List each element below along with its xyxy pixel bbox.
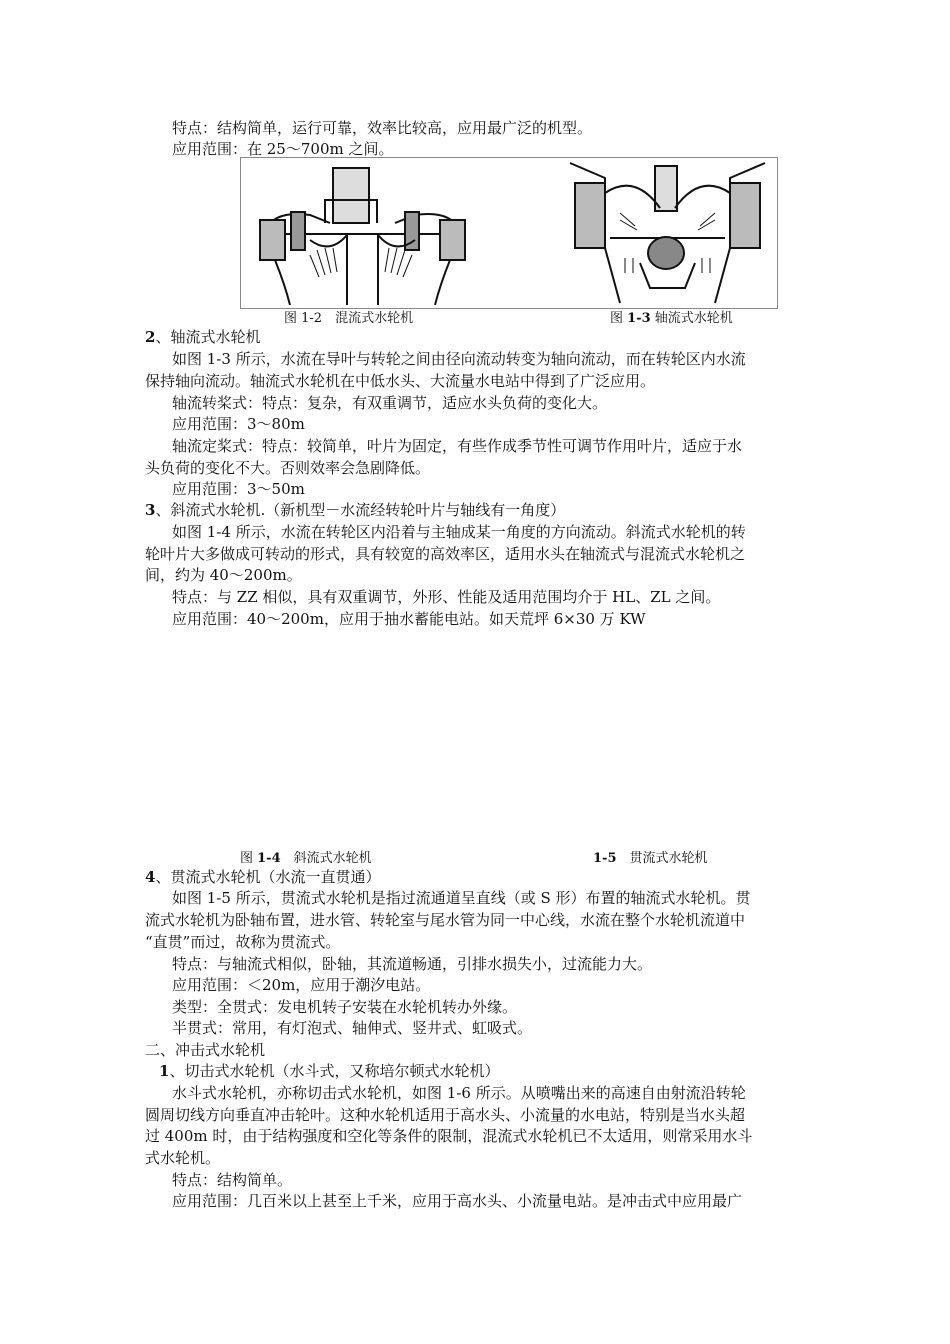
figure-1-3-caption: 图 1-3 轴流式水轮机 xyxy=(610,311,733,326)
text-line: 特点：与 ZZ 相似，具有双重调节，外形、性能及适用范围均介于 HL、ZL 之间。 xyxy=(172,588,721,606)
text-line: 轴流转桨式：特点：复杂，有双重调节，适应水头负荷的变化大。 xyxy=(172,394,608,412)
section-heading: 二、冲击式水轮机 xyxy=(145,1041,266,1059)
text-line: 圆周切线方向垂直冲击轮叶。这种水轮机适用于高水头、小流量的水电站，特别是当水头超 xyxy=(145,1106,746,1124)
section-heading: 1、切击式水轮机（水斗式，又称培尔顿式水轮机） xyxy=(159,1062,500,1080)
figure-1-3-drawing xyxy=(565,158,770,305)
section-heading: 2、轴流式水轮机 xyxy=(145,328,261,346)
text-line: 头负荷的变化不大。否则效率会急剧降低。 xyxy=(145,459,431,477)
text-line: 类型：全贯式：发电机转子安装在水轮机转办外缘。 xyxy=(172,998,518,1016)
figure-1-5-caption: 1-5 贯流式水轮机 xyxy=(593,851,708,866)
text-line: 水斗式水轮机，亦称切击式水轮机，如图 1-6 所示。从喷嘴出来的高速自由射流沿转轮 xyxy=(172,1084,746,1102)
section-heading: 4、贯流式水轮机（水流一直贯通） xyxy=(145,868,381,886)
text-line: 式水轮机。 xyxy=(145,1149,221,1167)
text-line: 间，约为 40～200m。 xyxy=(145,566,302,584)
text-line: 轮叶片大多做成可转动的形式，具有较宽的高效率区，适用水头在轴流式与混流式水轮机之 xyxy=(145,545,746,563)
figure-1-2-drawing xyxy=(255,160,470,305)
text-line: 应用范围：＜20m，应用于潮汐电站。 xyxy=(172,976,431,994)
text-line: 应用范围：40～200m，应用于抽水蓄能电站。如天荒坪 6×30 万 KW xyxy=(172,610,646,628)
figure-1-2-caption: 图 1-2 混流式水轮机 xyxy=(284,311,414,326)
text-line: 如图 1-4 所示，水流在转轮区内沿着与主轴成某一角度的方向流动。斜流式水轮机的转 xyxy=(172,523,746,541)
text-line: 保持轴向流动。轴流式水轮机在中低水头、大流量水电站中得到了广泛应用。 xyxy=(145,372,656,390)
text-line: 如图 1-3 所示，水流在导叶与转轮之间由径向流动转变为轴向流动，而在转轮区内水流 xyxy=(172,350,746,368)
section-heading: 3、斜流式水轮机.（新机型－水流经转轮叶片与轴线有一角度） xyxy=(145,501,566,519)
text-line: 应用范围：在 25～700m 之间。 xyxy=(172,140,394,158)
text-line: 流式水轮机为卧轴布置，进水管、转轮室与尾水管为同一中心线，水流在整个水轮机流道中 xyxy=(145,911,746,929)
text-line: “直贯”而过，故称为贯流式。 xyxy=(145,933,341,951)
text-line: 特点：结构简单，运行可靠，效率比较高，应用最广泛的机型。 xyxy=(172,119,593,137)
text-line: 轴流定桨式：特点：较简单，叶片为固定，有些作成季节性可调节作用叶片，适应于水 xyxy=(172,437,743,455)
text-line: 特点：与轴流式相似，卧轴，其流道畅通，引排水损失小，过流能力大。 xyxy=(172,955,653,973)
text-line: 过 400m 时，由于结构强度和空化等条件的限制，混流式水轮机已不太适用，则常采用水斗 xyxy=(145,1127,753,1145)
text-line: 应用范围：3～80m xyxy=(172,415,305,433)
text-line: 应用范围：几百米以上甚至上千米，应用于高水头、小流量电站。是冲击式中应用最广 xyxy=(172,1192,743,1210)
figure-1-4-caption: 图 1-4 斜流式水轮机 xyxy=(240,851,372,866)
text-line: 应用范围：3～50m xyxy=(172,480,305,498)
text-line: 半贯式：常用，有灯泡式、轴伸式、竖井式、虹吸式。 xyxy=(172,1019,533,1037)
text-line: 特点：结构简单。 xyxy=(172,1171,293,1189)
text-line: 如图 1-5 所示，贯流式水轮机是指过流通道呈直线（或 S 形）布置的轴流式水轮机。贯 xyxy=(172,889,751,907)
